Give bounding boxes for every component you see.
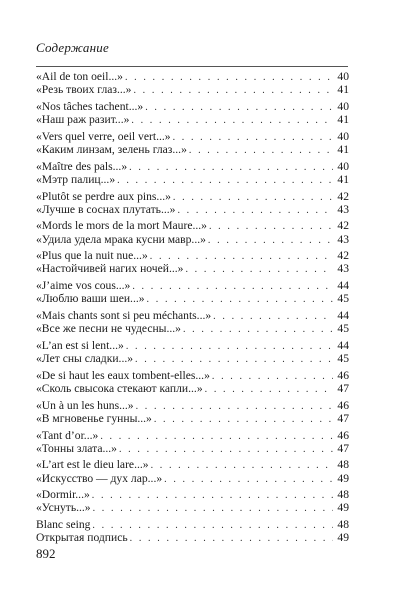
toc-group <box>36 70 349 96</box>
dot-leader <box>205 383 333 396</box>
dot-leader <box>133 84 333 97</box>
toc-entry[interactable] <box>36 219 349 232</box>
toc-entry-title: «Maître des pals...» <box>36 159 128 173</box>
toc-group <box>36 429 349 455</box>
page-number: 892 <box>36 546 56 561</box>
toc-entry-page: 49 <box>337 531 349 545</box>
toc-entry[interactable] <box>36 160 349 173</box>
toc-entry-title: «Удила удела мрака кусни мавр...» <box>36 232 206 246</box>
toc-entry-page: 45 <box>337 322 349 336</box>
toc-entry-title: «Plus que la nuit nue...» <box>36 249 148 263</box>
toc-entry-title: «Mords le mors de la mort Maure...» <box>36 219 207 233</box>
toc-entry-title: «Vers quel verre, oeil vert...» <box>36 129 171 143</box>
toc-entry-page: 48 <box>337 488 349 502</box>
toc-entry-page: 47 <box>337 411 349 425</box>
dot-leader <box>100 430 333 443</box>
toc-entry[interactable] <box>36 203 349 216</box>
toc-entry-title: «Настойчивей нагих ночей...» <box>36 262 184 276</box>
toc-entry[interactable] <box>36 352 349 365</box>
toc-entry-title: «Лучше в соснах плутать...» <box>36 202 176 216</box>
toc-entry[interactable] <box>36 458 349 471</box>
dot-leader <box>213 310 333 323</box>
toc-entry[interactable] <box>36 442 349 455</box>
dot-leader <box>145 101 333 114</box>
toc-entry-page: 41 <box>337 142 349 156</box>
toc-group <box>36 219 349 245</box>
dot-leader <box>212 370 333 383</box>
toc-group <box>36 279 349 305</box>
toc-entry-title: Открытая подпись <box>36 531 128 545</box>
toc-entry-title: «Мэтр палиц...» <box>36 172 116 186</box>
dot-leader <box>173 131 333 144</box>
toc-entry[interactable] <box>36 488 349 501</box>
dot-leader <box>92 489 333 502</box>
toc-entry-title: «Dormir...» <box>36 488 90 502</box>
dot-leader <box>125 71 333 84</box>
toc-entry-title: «Mais chants sont si peu méchants...» <box>36 309 212 322</box>
toc-entry[interactable] <box>36 339 349 352</box>
dot-leader <box>185 263 333 276</box>
dot-leader <box>154 413 333 426</box>
toc-entry-title: «Plutôt se perdre aux pins...» <box>36 189 171 203</box>
toc-entry-page: 40 <box>337 99 349 113</box>
toc-entry-page: 41 <box>337 83 349 97</box>
toc-entry-page: 40 <box>337 70 349 83</box>
toc-entry-page: 45 <box>337 352 349 366</box>
toc-entry-page: 49 <box>337 471 349 485</box>
dot-leader <box>93 502 333 515</box>
toc-entry-title: «L’an est si lent...» <box>36 338 124 352</box>
toc-entry[interactable] <box>36 143 349 156</box>
toc-entry-page: 46 <box>337 428 349 442</box>
dot-leader <box>136 400 333 413</box>
toc-entry[interactable] <box>36 113 349 126</box>
toc-entry[interactable] <box>36 429 349 442</box>
dot-leader <box>147 293 333 306</box>
dot-leader <box>131 114 333 127</box>
toc-group <box>36 130 349 156</box>
toc-entry[interactable] <box>36 249 349 262</box>
toc-entry-page: 42 <box>337 249 349 263</box>
toc-entry[interactable] <box>36 100 349 113</box>
dot-leader <box>183 323 333 336</box>
toc-entry-page: 46 <box>337 398 349 412</box>
toc-group <box>36 309 349 335</box>
toc-group <box>36 160 349 186</box>
toc-entry[interactable] <box>36 369 349 382</box>
toc-entry-page: 42 <box>337 219 349 233</box>
toc-entry-title: «Un à un les huns...» <box>36 398 134 412</box>
dot-leader <box>130 532 333 545</box>
toc-entry-page: 43 <box>337 262 349 276</box>
toc-group <box>36 369 349 395</box>
toc-entry-page: 47 <box>337 381 349 395</box>
toc-entry[interactable] <box>36 501 349 514</box>
toc-entry-title: «J’aime vos cous...» <box>36 279 131 293</box>
dot-leader <box>209 220 333 233</box>
table-of-contents <box>36 70 349 548</box>
toc-entry-title: «Все же песни не чудесны...» <box>36 322 181 336</box>
toc-group <box>36 249 349 275</box>
dot-leader <box>92 519 333 532</box>
toc-entry[interactable] <box>36 472 349 485</box>
dot-leader <box>117 174 333 187</box>
toc-group <box>36 339 349 365</box>
toc-entry-page: 43 <box>337 232 349 246</box>
toc-entry-page: 41 <box>337 113 349 127</box>
toc-entry-title: «Nos tâches tachent...» <box>36 99 144 113</box>
toc-entry-title: «Искусство — дух лар...» <box>36 471 163 485</box>
toc-entry-title: «В мгновенье гунны...» <box>36 411 152 425</box>
toc-entry-page: 49 <box>337 501 349 515</box>
toc-entry-title: «Уснуть...» <box>36 501 91 515</box>
toc-entry-page: 45 <box>337 292 349 306</box>
toc-entry[interactable] <box>36 70 349 83</box>
dot-leader <box>119 443 333 456</box>
toc-entry-title: Blanc seing <box>36 518 91 532</box>
dot-leader <box>208 234 333 247</box>
toc-entry-title: «Резь твоих глаз...» <box>36 83 132 97</box>
toc-entry-page: 40 <box>337 129 349 143</box>
toc-entry[interactable] <box>36 531 349 544</box>
toc-entry-page: 44 <box>337 309 349 322</box>
toc-entry-page: 41 <box>337 172 349 186</box>
dot-leader <box>151 459 333 472</box>
toc-group <box>36 458 349 484</box>
dot-leader <box>164 473 333 486</box>
dot-leader <box>135 353 333 366</box>
toc-entry-page: 43 <box>337 202 349 216</box>
dot-leader <box>126 340 333 353</box>
toc-entry[interactable] <box>36 173 349 186</box>
toc-entry-page: 48 <box>337 458 349 472</box>
toc-entry[interactable] <box>36 262 349 275</box>
toc-entry-page: 40 <box>337 159 349 173</box>
toc-group <box>36 100 349 126</box>
toc-entry[interactable] <box>36 130 349 143</box>
toc-entry[interactable] <box>36 279 349 292</box>
toc-entry-title: «Наш раж разит...» <box>36 113 130 127</box>
toc-group <box>36 488 349 514</box>
toc-entry[interactable] <box>36 83 349 96</box>
toc-entry-page: 47 <box>337 441 349 455</box>
toc-entry[interactable] <box>36 190 349 203</box>
toc-entry[interactable] <box>36 322 349 335</box>
toc-entry[interactable] <box>36 309 349 322</box>
toc-group <box>36 190 349 216</box>
toc-entry-title: «Люблю ваши шеи...» <box>36 292 145 306</box>
dot-leader <box>173 191 333 204</box>
header-rule <box>36 66 348 67</box>
toc-entry-title: «De si haut les eaux tombent-elles...» <box>36 368 210 382</box>
toc-entry-title: «L’art est le dieu lare...» <box>36 458 149 472</box>
toc-group <box>36 518 349 544</box>
toc-entry-page: 48 <box>337 518 349 532</box>
toc-entry-page: 44 <box>337 338 349 352</box>
toc-entry[interactable] <box>36 399 349 412</box>
toc-entry[interactable] <box>36 382 349 395</box>
toc-entry-title: «Тонны злата...» <box>36 441 117 455</box>
toc-entry-title: «Ail de ton oeil...» <box>36 70 123 83</box>
toc-entry-page: 44 <box>337 279 349 293</box>
running-header: Содержание <box>36 40 109 55</box>
dot-leader <box>189 144 333 157</box>
toc-entry[interactable] <box>36 518 349 531</box>
dot-leader <box>132 280 333 293</box>
toc-entry-title: «Сколь свысока стекают капли...» <box>36 381 203 395</box>
toc-entry[interactable] <box>36 292 349 305</box>
toc-entry-title: «Tant d’or...» <box>36 428 99 442</box>
dot-leader <box>177 204 333 217</box>
toc-entry-title: «Лет сны сладки...» <box>36 352 134 366</box>
toc-entry-page: 42 <box>337 189 349 203</box>
toc-entry-page: 46 <box>337 368 349 382</box>
toc-entry[interactable] <box>36 233 349 246</box>
toc-entry[interactable] <box>36 412 349 425</box>
toc-group <box>36 399 349 425</box>
dot-leader <box>129 161 333 174</box>
toc-entry-title: «Каким линзам, зелень глаз...» <box>36 142 187 156</box>
